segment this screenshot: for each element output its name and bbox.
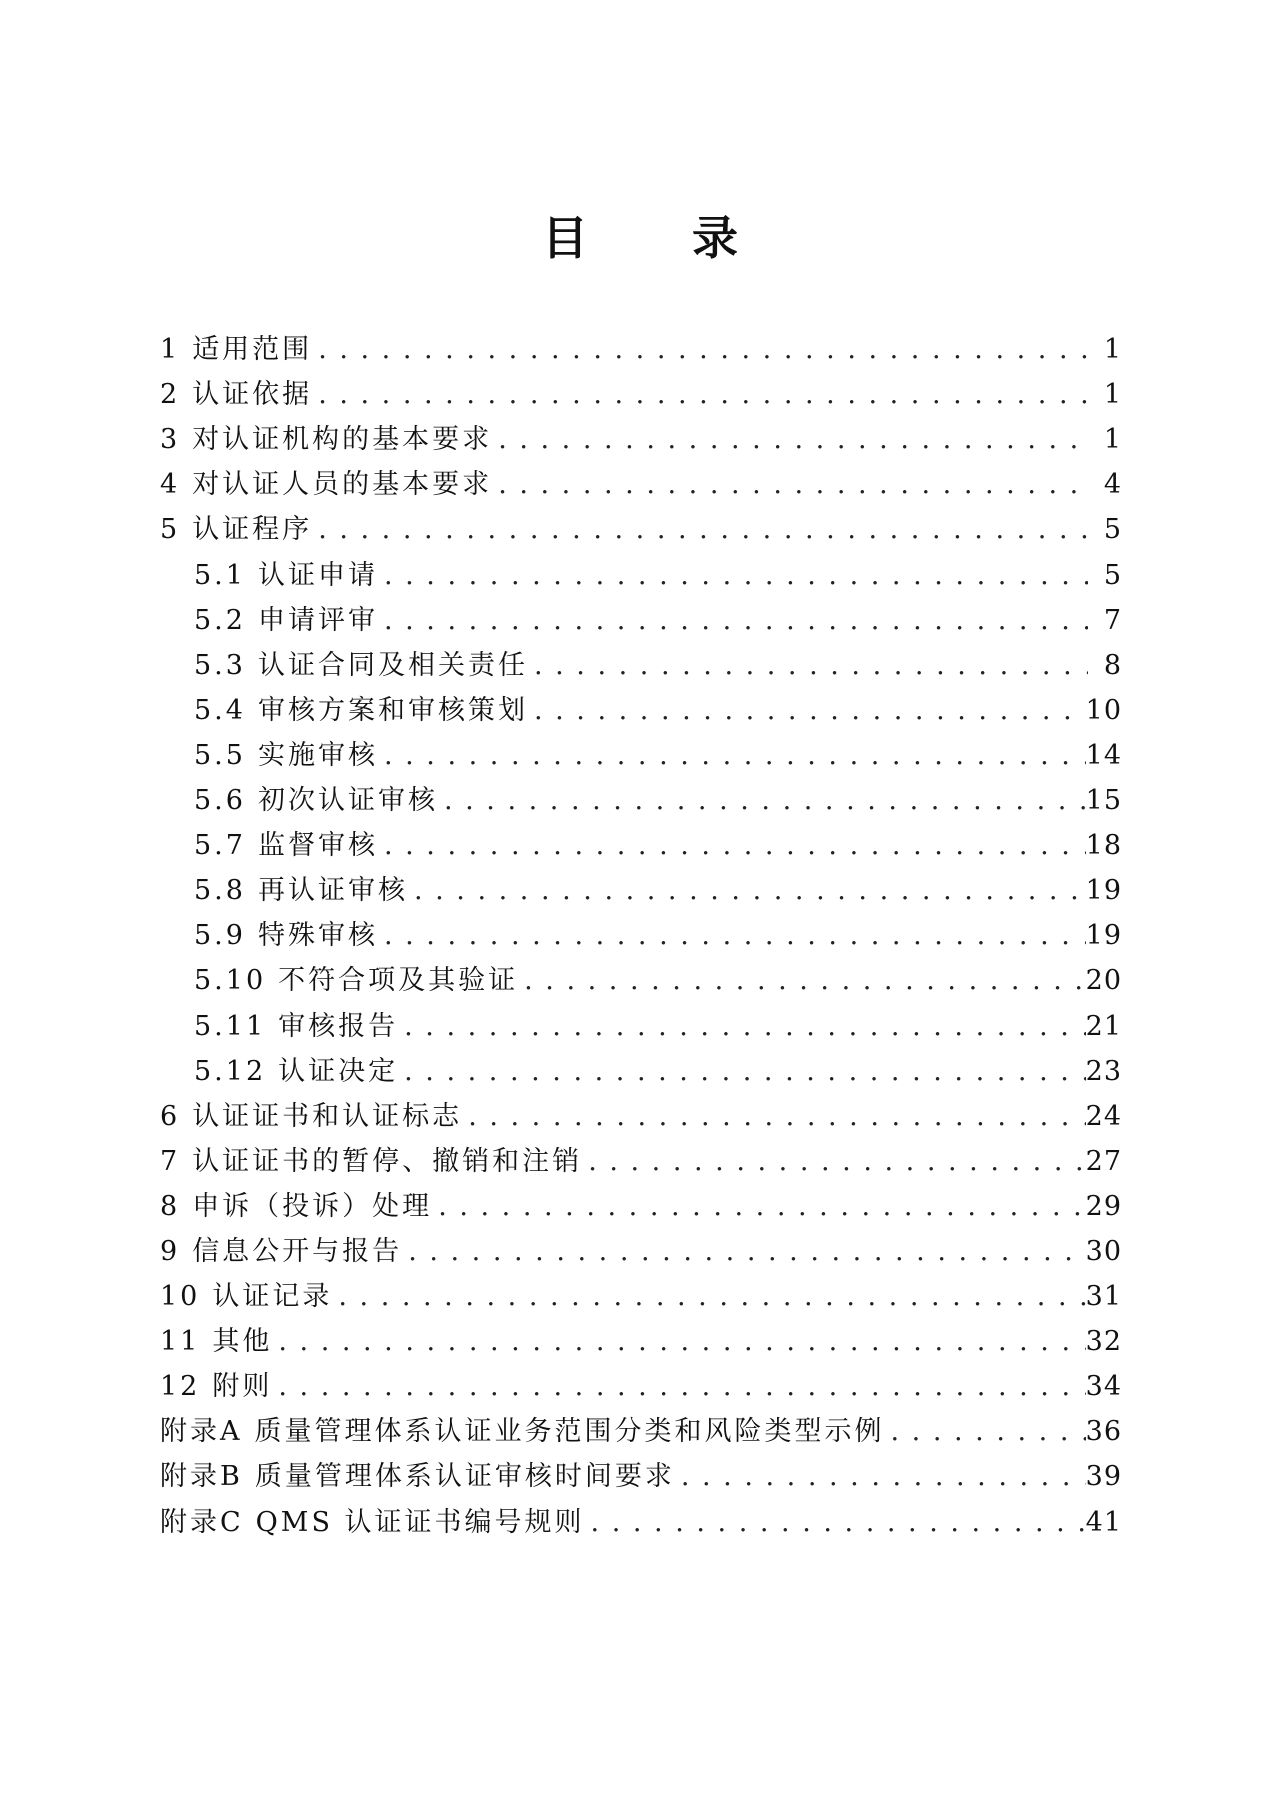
- toc-entry-number: 2: [160, 379, 181, 411]
- toc-dot-leader: [585, 1506, 1086, 1540]
- table-of-contents: [160, 322, 1122, 1540]
- toc-dot-leader: [312, 333, 1088, 367]
- toc-entry[interactable]: [160, 953, 1122, 998]
- toc-entry-label: 审核方案和审核策划: [257, 694, 528, 726]
- toc-entry-page-number: 21: [1085, 1010, 1122, 1042]
- toc-entry-label: 质量管理体系认证业务范围分类和风险类型示例: [254, 1416, 885, 1448]
- toc-entry-number: 5.2: [194, 604, 246, 636]
- toc-entry-page-number: 1: [1103, 424, 1122, 456]
- toc-dot-leader: [378, 559, 1088, 593]
- toc-entry-number: 5.6: [194, 785, 246, 817]
- toc-entry-number: 5.12: [194, 1055, 267, 1087]
- toc-dot-leader: [885, 1415, 1086, 1449]
- toc-dot-leader: [582, 1145, 1085, 1179]
- toc-entry-number: 附录B: [160, 1461, 243, 1493]
- toc-entry-page-number: 5: [1103, 514, 1122, 546]
- toc-entry-number: 5.3: [194, 649, 246, 681]
- toc-dot-leader: [272, 1370, 1085, 1404]
- toc-entry-label: 适用范围: [192, 334, 313, 366]
- toc-entry-label: QMS 认证证书编号规则: [255, 1506, 585, 1538]
- toc-entry-number: 6: [160, 1100, 181, 1132]
- toc-entry-number: 5.1: [194, 559, 246, 591]
- toc-entry-page-number: 32: [1085, 1326, 1122, 1358]
- toc-entry[interactable]: [160, 1359, 1122, 1404]
- toc-entry[interactable]: [160, 502, 1122, 547]
- toc-entry[interactable]: [160, 1494, 1122, 1539]
- toc-entry-label: 认证申请: [257, 559, 378, 591]
- toc-entry-number: 5.9: [194, 920, 246, 952]
- toc-entry-page-number: 34: [1085, 1371, 1122, 1403]
- toc-entry-number: 11: [160, 1326, 201, 1358]
- toc-entry-label: 认证程序: [192, 514, 313, 546]
- toc-dot-leader: [438, 784, 1086, 818]
- toc-dot-leader: [402, 1235, 1085, 1269]
- toc-entry-page-number: 1: [1103, 379, 1122, 411]
- toc-entry[interactable]: [160, 593, 1122, 638]
- toc-entry-label: 信息公开与报告: [192, 1235, 403, 1267]
- toc-entry-label: 初次认证审核: [257, 785, 438, 817]
- toc-dot-leader: [408, 874, 1086, 908]
- toc-entry-label: 审核报告: [278, 1010, 399, 1042]
- toc-entry-label: 认证依据: [192, 379, 313, 411]
- toc-entry-label: 附则: [212, 1371, 273, 1403]
- toc-entry-number: 4: [160, 469, 181, 501]
- toc-entry-page-number: 24: [1085, 1100, 1122, 1132]
- toc-entry-page-number: 23: [1085, 1055, 1122, 1087]
- toc-entry-number: 5.8: [194, 875, 246, 907]
- toc-dot-leader: [312, 513, 1088, 547]
- toc-entry-page-number: 27: [1085, 1145, 1122, 1177]
- toc-entry-page-number: 15: [1085, 785, 1122, 817]
- toc-entry-number: 5: [160, 514, 181, 546]
- toc-entry[interactable]: [160, 322, 1122, 367]
- toc-entry[interactable]: [160, 1134, 1122, 1179]
- toc-entry-page-number: 39: [1085, 1461, 1122, 1493]
- toc-entry-number: 10: [160, 1281, 201, 1313]
- toc-entry-page-number: 1: [1103, 334, 1122, 366]
- toc-dot-leader: [378, 919, 1086, 953]
- toc-entry[interactable]: [160, 367, 1122, 412]
- toc-entry-label: 其他: [212, 1326, 273, 1358]
- toc-entry-page-number: 30: [1085, 1235, 1122, 1267]
- toc-entry[interactable]: [160, 1179, 1122, 1224]
- toc-entry-number: 5.7: [194, 830, 246, 862]
- toc-entry[interactable]: [160, 1089, 1122, 1134]
- toc-entry-number: 5.11: [194, 1010, 267, 1042]
- toc-dot-leader: [518, 964, 1086, 998]
- toc-dot-leader: [332, 1280, 1085, 1314]
- toc-entry-number: 附录A: [160, 1416, 243, 1448]
- toc-dot-leader: [462, 1100, 1085, 1134]
- toc-entry[interactable]: [160, 908, 1122, 953]
- toc-dot-leader: [398, 1055, 1086, 1089]
- toc-dot-leader: [528, 694, 1086, 728]
- toc-entry-label: 特殊审核: [257, 920, 378, 952]
- toc-dot-leader: [675, 1460, 1086, 1494]
- page-title: 目 录: [541, 211, 782, 265]
- toc-entry-label: 再认证审核: [257, 875, 408, 907]
- toc-entry-label: 实施审核: [257, 739, 378, 771]
- toc-entry-number: 8: [160, 1190, 181, 1222]
- toc-entry-page-number: 19: [1085, 920, 1122, 952]
- toc-entry-label: 认证证书和认证标志: [192, 1100, 463, 1132]
- toc-dot-leader: [378, 829, 1086, 863]
- toc-entry-number: 附录C: [160, 1506, 244, 1538]
- toc-entry-number: 9: [160, 1235, 181, 1267]
- toc-entry-page-number: 4: [1103, 469, 1122, 501]
- toc-dot-leader: [492, 468, 1088, 502]
- toc-dot-leader: [432, 1190, 1085, 1224]
- toc-entry-number: 1: [160, 334, 181, 366]
- toc-entry-page-number: 19: [1085, 875, 1122, 907]
- toc-entry[interactable]: [160, 412, 1122, 457]
- toc-entry-number: 12: [160, 1371, 201, 1403]
- toc-entry[interactable]: [160, 998, 1122, 1043]
- toc-entry[interactable]: [160, 1404, 1122, 1449]
- toc-entry-number: 7: [160, 1145, 181, 1177]
- toc-entry-label: 对认证人员的基本要求: [192, 469, 493, 501]
- toc-entry[interactable]: [160, 1269, 1122, 1314]
- toc-entry-label: 认证证书的暂停、撤销和注销: [192, 1145, 583, 1177]
- toc-entry-page-number: 41: [1085, 1506, 1122, 1538]
- toc-dot-leader: [378, 739, 1086, 773]
- toc-entry-page-number: 20: [1085, 965, 1122, 997]
- toc-entry-number: 5.5: [194, 739, 246, 771]
- toc-entry[interactable]: [160, 863, 1122, 908]
- toc-entry-page-number: 31: [1085, 1281, 1122, 1313]
- toc-entry[interactable]: [160, 1224, 1122, 1269]
- toc-entry[interactable]: [160, 1044, 1122, 1089]
- toc-entry-page-number: 18: [1085, 830, 1122, 862]
- toc-entry-number: 5.4: [194, 694, 246, 726]
- toc-entry-label: 申请评审: [257, 604, 378, 636]
- toc-entry-label: 不符合项及其验证: [278, 965, 519, 997]
- toc-entry-page-number: 7: [1103, 604, 1122, 636]
- toc-entry-label: 质量管理体系认证审核时间要求: [254, 1461, 675, 1493]
- toc-entry[interactable]: [160, 457, 1122, 502]
- toc-entry-label: 认证记录: [212, 1281, 333, 1313]
- toc-entry[interactable]: [160, 728, 1122, 773]
- toc-entry-label: 对认证机构的基本要求: [192, 424, 493, 456]
- toc-entry-label: 监督审核: [257, 830, 378, 862]
- toc-entry[interactable]: [160, 638, 1122, 683]
- toc-entry-number: 5.10: [194, 965, 267, 997]
- toc-entry-label: 认证决定: [278, 1055, 399, 1087]
- toc-entry[interactable]: [160, 818, 1122, 863]
- toc-entry[interactable]: [160, 773, 1122, 818]
- toc-entry-label: 申诉（投诉）处理: [192, 1190, 433, 1222]
- toc-dot-leader: [398, 1010, 1086, 1044]
- toc-entry-page-number: 8: [1103, 649, 1122, 681]
- toc-entry-page-number: 29: [1085, 1190, 1122, 1222]
- toc-dot-leader: [378, 604, 1088, 638]
- toc-entry-page-number: 14: [1085, 739, 1122, 771]
- toc-dot-leader: [492, 423, 1088, 457]
- toc-entry[interactable]: [160, 1314, 1122, 1359]
- toc-dot-leader: [272, 1325, 1085, 1359]
- toc-entry-label: 认证合同及相关责任: [257, 649, 528, 681]
- toc-dot-leader: [312, 378, 1088, 412]
- toc-entry[interactable]: [160, 683, 1122, 728]
- toc-dot-leader: [528, 649, 1088, 683]
- toc-entry-page-number: 36: [1085, 1416, 1122, 1448]
- toc-entry-page-number: 10: [1085, 694, 1122, 726]
- toc-entry[interactable]: [160, 1449, 1122, 1494]
- toc-entry-page-number: 5: [1103, 559, 1122, 591]
- toc-entry[interactable]: [160, 547, 1122, 592]
- toc-entry-number: 3: [160, 424, 181, 456]
